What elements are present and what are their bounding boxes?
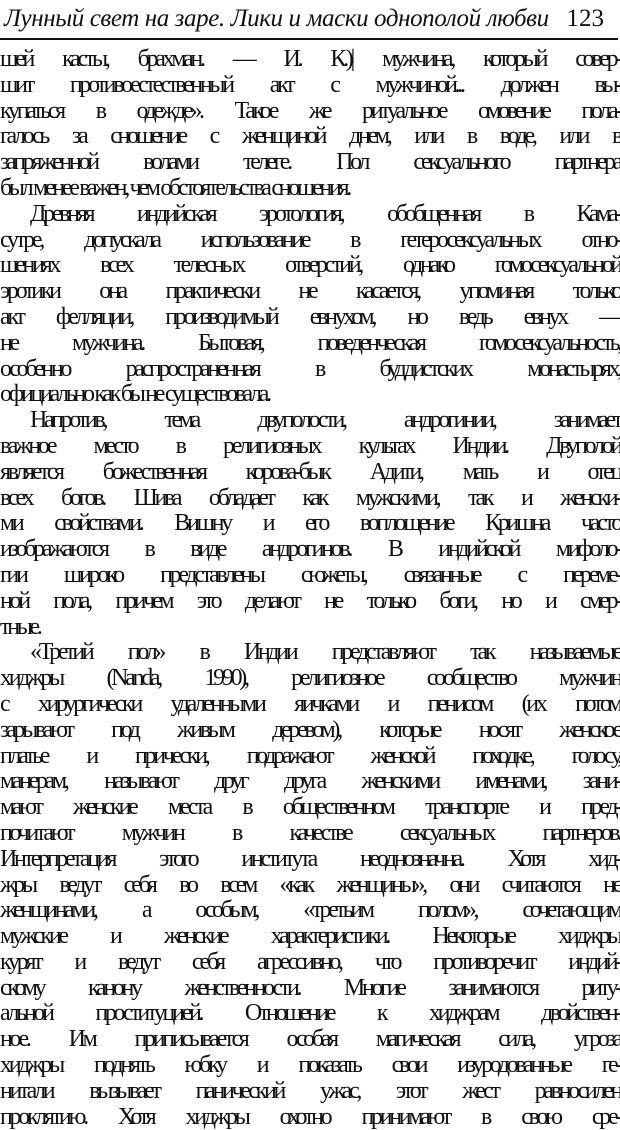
text-line: Древняя индийская эротология, обобщенная в Кама- (30, 200, 620, 227)
text-line: был менее важен, чем обстоятельства сношения. (0, 174, 349, 201)
text-line: зарывают под живым деревом), которые носят женское (0, 716, 620, 743)
text-line: жры ведут себя во всем «как женщины», они считаются не (0, 871, 620, 898)
text-line: мужские и женские характеристики. Некоторые хиджры (0, 923, 620, 950)
text-line: акт фелляции, производимый евнухом, но ведь евнух — (0, 303, 620, 330)
body-text (0, 47, 620, 1130)
text-line: запряженной волами телеге. Пол сексуального партнера (0, 149, 620, 176)
header-rule (0, 38, 618, 40)
text-line: важное место в религиозных культах Индии. Двуполой (0, 432, 620, 459)
text-line: официально как бы не существовала. (0, 381, 269, 408)
text-line: купаться в одежде». Такое же ритуальное омовение пола- (0, 97, 620, 124)
text-line: почитают мужчин в качестве сексуальных партнеров. (0, 819, 620, 846)
text-line: Напротив, тема двуполости, андрогинии, занимает (30, 407, 620, 434)
text-line: является божественная корова-бык Адити, мать и отец (0, 458, 620, 485)
text-line: сутре, допускала использование в гетеросексуальных отно- (0, 226, 620, 253)
text-line: скому канону женственности. Многие занимаются риту- (0, 974, 620, 1001)
text-line: проклятию. Хотя хиджры охотно принимают в свою сре- (0, 1103, 620, 1130)
text-line: женщинами, а особым, «третьим полом», сочетающим (0, 897, 620, 924)
text-line: мают женские места в общественном транспорте и пред- (0, 794, 620, 821)
text-line: хиджры (Nanda, 1990), религиозное сообщество мужчин (0, 665, 620, 692)
text-line: хиджры поднять юбку и показать свои изуродованные ге- (0, 1052, 620, 1079)
text-line: изображаются в виде андрогинов. В индийской мифоло- (0, 536, 620, 563)
running-title: Лунный свет на заре. Лики и маски однополой любви (4, 5, 549, 32)
text-line: Интерпретация этого института неоднозначна. Хотя хид- (0, 845, 620, 872)
text-line: галось за сношение с женщиной днем, или в воде, или в (0, 123, 620, 150)
text-line: шит противоестественный акт с мужчиной... должен вы- (0, 71, 620, 98)
text-line: всех богов. Шива обладает как мужскими, так и женски- (0, 484, 620, 511)
text-line: шей касты, брахман. — И. К.)| мужчина, который совер- (0, 46, 620, 72)
text-line: курят и ведут себя агрессивно, что противоречит индий- (0, 948, 620, 975)
text-line: особенно распространенная в буддистских монастырях, (0, 355, 620, 382)
text-line: нитали вызывает панический ужас, этот жест равносилен (0, 1077, 620, 1104)
text-line: манерам, называют друг друга женскими именами, зани- (0, 768, 620, 795)
text-line: ми свойствами. Вишну и его воплощение Кришна часто (0, 510, 620, 537)
page-number: 123 (566, 5, 604, 32)
text-line: тные. (0, 613, 40, 640)
text-line: ной пола, причем это делают не только боги, но и смер- (0, 587, 620, 614)
text-line: гии широко представлены сюжеты, связанные с переме- (0, 561, 620, 588)
text-line: эротики она практически не касается, упоминая только (0, 278, 620, 305)
text-line: не мужчина. Бытовая, поведенческая гомосексуальность, (0, 329, 620, 356)
text-line: с хирургически удаленными яичками и пенисом (их потом (0, 690, 620, 717)
text-line: «Третий пол» в Индии представляют так называемые (30, 639, 620, 666)
text-line: шениях всех телесных отверстий, однако гомосексуальной (0, 252, 620, 279)
text-line: ное. Им приписывается особая магическая сила, угроза (0, 1026, 620, 1053)
text-line: платье и прически, подражают женской походке, голосу, (0, 742, 620, 769)
text-line: альной проституцией. Отношение к хиджрам двойствен- (0, 1000, 620, 1027)
